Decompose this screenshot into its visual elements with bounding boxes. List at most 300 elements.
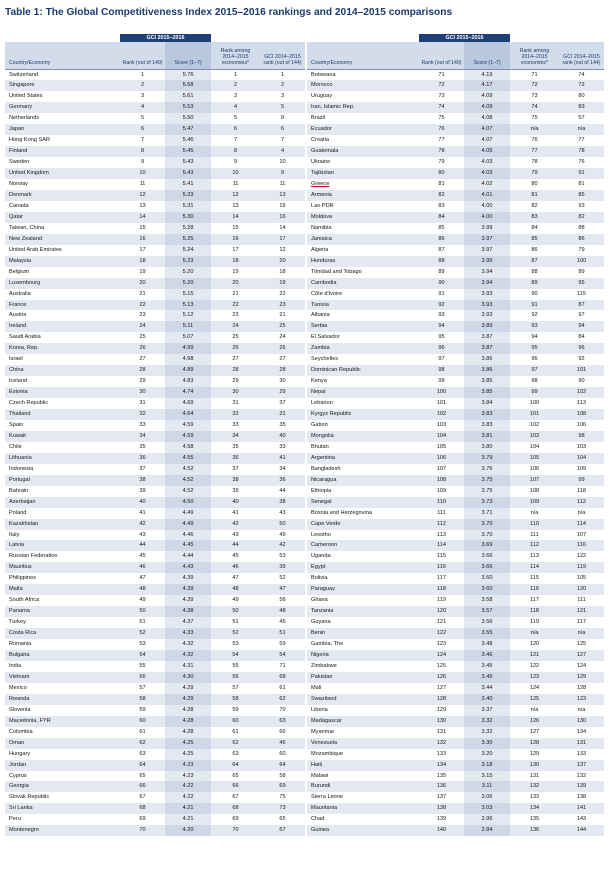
rank-among-cell: 122	[529, 662, 540, 669]
table-row	[307, 289, 604, 300]
rank-cell: 23	[139, 312, 146, 319]
rank-among-cell: 127	[529, 728, 540, 735]
rank-cell: 125	[436, 662, 447, 669]
score-cell: 4.55	[165, 453, 211, 464]
prev-rank-cell: 138	[576, 794, 587, 801]
rank-among-cell: 77	[510, 146, 559, 157]
prev-rank-cell: 84	[578, 334, 585, 341]
prev-rank-cell: 133	[576, 750, 587, 757]
rank-cell: 118	[419, 584, 464, 595]
score-cell: 3.58	[464, 595, 510, 606]
score-cell: 4.00	[464, 212, 510, 223]
prev-rank-cell: 67	[260, 825, 305, 836]
country-cell: Zambia	[307, 343, 419, 354]
rank-among-cell: 13	[232, 202, 239, 209]
score-cell: 3.73	[464, 497, 510, 508]
score-cell: 4.28	[165, 716, 211, 727]
rank-among-cell: 121	[510, 650, 559, 661]
table-row	[5, 354, 305, 365]
rank-cell: 82	[419, 190, 464, 201]
rank-cell: 114	[419, 540, 464, 551]
table-row	[307, 573, 604, 584]
rank-cell: 39	[139, 487, 146, 494]
prev-rank-cell: 51	[260, 628, 305, 639]
prev-rank-cell: 80	[578, 93, 585, 100]
prev-rank-cell: 75	[279, 794, 286, 801]
country-cell: Moldova	[307, 212, 419, 223]
blank-header-cell	[510, 34, 559, 42]
rank-cell: 55	[139, 662, 146, 669]
score-cell: 4.30	[165, 672, 211, 683]
rank-cell: 46	[120, 562, 165, 573]
prev-rank-cell: 82	[559, 212, 604, 223]
table-row	[307, 760, 604, 771]
score-cell: 4.21	[165, 814, 211, 825]
country-cell: Bangladesh	[310, 465, 341, 472]
rank-cell: 4	[120, 102, 165, 113]
country-cell: Kazakhstan	[5, 519, 120, 530]
rank-cell: 68	[120, 803, 165, 814]
prev-rank-cell: 86	[559, 234, 604, 245]
rank-cell: 42	[120, 519, 165, 530]
table-row	[5, 738, 305, 749]
prev-rank-cell: 108	[559, 409, 604, 420]
prev-rank-cell: 129	[559, 672, 604, 683]
table-row	[307, 453, 604, 464]
rank-cell: 16	[120, 234, 165, 245]
rank-cell: 12	[120, 190, 165, 201]
table-row	[307, 519, 604, 530]
prev-rank-cell: 98	[559, 431, 604, 442]
country-cell: Estonia	[5, 387, 120, 398]
table-row	[307, 157, 604, 168]
rank-among-cell: 106	[529, 465, 540, 472]
country-cell: Switzerland	[9, 71, 38, 78]
score-cell: 4.09	[464, 102, 510, 113]
rank-cell: 15	[139, 224, 146, 231]
prev-rank-cell: 34	[279, 465, 286, 472]
prev-rank-cell: 53	[279, 553, 286, 560]
prev-rank-cell: 42	[260, 540, 305, 551]
rank-cell: 59	[139, 706, 146, 713]
score-cell: 4.19	[464, 69, 510, 80]
rank-among-cell: 56	[211, 672, 260, 683]
table-row	[5, 475, 305, 486]
country-cell: Iceland	[9, 378, 28, 385]
table-row	[5, 157, 305, 168]
score-cell: 5.61	[165, 91, 211, 102]
table-row	[5, 551, 305, 562]
rank-among-cell: 81	[510, 190, 559, 201]
table-row	[307, 146, 604, 157]
table-row	[5, 267, 305, 278]
rank-cell: 62	[120, 738, 165, 749]
country-cell: Uganda	[310, 553, 331, 560]
rank-cell: 84	[419, 212, 464, 223]
rank-cell: 27	[139, 356, 146, 363]
prev-rank-cell: n/a	[559, 628, 604, 639]
score-cell: 3.75	[464, 486, 510, 497]
rank-among-cell: 107	[510, 475, 559, 486]
prev-rank-cell: 24	[279, 334, 286, 341]
rank-cell: 76	[419, 124, 464, 135]
score-cell: 4.69	[165, 398, 211, 409]
score-cell: 5.45	[165, 146, 211, 157]
table-row	[5, 530, 305, 541]
rank-cell: 30	[120, 387, 165, 398]
score-cell: 4.59	[165, 420, 211, 431]
table-row	[5, 540, 305, 551]
score-cell: 3.48	[464, 639, 510, 650]
country-cell: Dominican Republic	[307, 365, 419, 376]
prev-rank-cell: 25	[260, 321, 305, 332]
rank-among-cell: 116	[510, 584, 559, 595]
rank-cell: 80	[419, 168, 464, 179]
prev-rank-cell: 49	[279, 531, 286, 538]
country-cell: Malawi	[310, 772, 329, 779]
prev-rank-cell: 94	[559, 321, 604, 332]
rank-cell: 65	[139, 772, 146, 779]
rank-cell: 88	[419, 256, 464, 267]
rank-among-column-header: Rank among 2014–2015 economies*	[510, 42, 559, 69]
prev-rank-cell: n/a	[577, 706, 586, 713]
score-cell: 4.59	[165, 431, 211, 442]
rank-among-cell: n/a	[510, 628, 559, 639]
rank-cell: 120	[419, 606, 464, 617]
prev-rank-cell: 90	[578, 378, 585, 385]
score-cell: 5.11	[165, 321, 211, 332]
rank-cell: 134	[419, 760, 464, 771]
table-row	[5, 179, 305, 190]
score-cell: 3.94	[464, 278, 510, 289]
rank-among-cell: 132	[510, 781, 559, 792]
rank-cell: 5	[140, 115, 145, 122]
table-row	[5, 595, 305, 606]
rank-among-cell: 112	[510, 540, 559, 551]
country-cell: Cameroon	[307, 540, 419, 551]
score-cell: 4.37	[165, 617, 211, 628]
rank-cell: 77	[438, 137, 445, 144]
prev-rank-cell: 77	[578, 137, 585, 144]
country-cell: Kenya	[310, 378, 327, 385]
prev-rank-cell: 36	[260, 475, 305, 486]
table-row	[307, 124, 604, 135]
country-cell: Philippines	[9, 575, 37, 582]
rank-cell: 105	[436, 443, 447, 450]
score-cell: 4.64	[165, 409, 211, 420]
rank-cell: 135	[436, 772, 447, 779]
rank-among-cell: 1	[233, 71, 238, 78]
table-row	[307, 781, 604, 792]
rank-cell: 132	[419, 738, 464, 749]
rank-among-cell: 4	[211, 102, 260, 113]
rank-cell: 93	[438, 312, 445, 319]
table-row	[307, 91, 604, 102]
prev-rank-cell: 112	[559, 497, 604, 508]
table-row	[307, 825, 604, 836]
score-cell: 4.74	[165, 387, 211, 398]
table-row	[307, 212, 604, 223]
score-cell: 4.25	[165, 738, 211, 749]
rank-cell: 122	[419, 628, 464, 639]
rank-cell: 13	[139, 202, 146, 209]
rank-cell: 11	[139, 181, 146, 188]
country-cell: Cambodia	[307, 278, 419, 289]
country-cell: Taiwan, China	[9, 224, 45, 231]
rank-cell: 67	[139, 794, 146, 801]
score-cell: 4.08	[464, 113, 510, 124]
table-row	[307, 595, 604, 606]
score-cell: 4.98	[165, 354, 211, 365]
table-row	[5, 91, 305, 102]
rank-cell: 108	[419, 475, 464, 486]
table-row	[5, 760, 305, 771]
score-cell: 4.23	[165, 760, 211, 771]
rank-cell: 20	[120, 278, 165, 289]
country-cell: Malta	[5, 584, 120, 595]
rank-cell: 123	[436, 641, 447, 648]
prev-rank-cell: 68	[260, 672, 305, 683]
prev-rank-cell: 30	[279, 378, 286, 385]
rank-among-cell: 114	[510, 562, 559, 573]
country-cell: Myanmar	[310, 728, 335, 735]
table-body-right	[307, 69, 604, 836]
table-row	[307, 694, 604, 705]
table-row	[5, 749, 305, 760]
table-row	[5, 278, 305, 289]
prev-rank-cell: 8	[280, 115, 285, 122]
country-cell: Lesotho	[310, 531, 331, 538]
rank-cell: 119	[437, 597, 446, 604]
rank-cell: 29	[139, 378, 146, 385]
prev-rank-cell: 113	[577, 400, 586, 407]
table-row	[307, 792, 604, 803]
rank-among-cell: 39	[232, 487, 239, 494]
table-row	[5, 212, 305, 223]
score-cell: 5.43	[165, 168, 211, 179]
country-cell: Slovak Republic	[9, 794, 50, 801]
rank-among-cell: 88	[531, 268, 538, 275]
prev-rank-cell: 43	[279, 509, 286, 516]
score-cell: 5.31	[165, 201, 211, 212]
score-cell: 5.13	[165, 300, 211, 311]
country-cell: Turkey	[9, 619, 26, 626]
table-row	[5, 639, 305, 650]
table-row	[5, 672, 305, 683]
score-cell: 3.85	[464, 376, 510, 387]
country-cell: Bosnia and Herzegovina	[310, 509, 372, 516]
prev-rank-cell: 5	[260, 102, 305, 113]
table-row	[307, 672, 604, 683]
prev-rank-cell: 17	[260, 234, 305, 245]
prev-rank-cell: 87	[559, 300, 604, 311]
country-cell: Montenegro	[5, 825, 120, 836]
gci-2015-2016-header: GCI 2015–2016	[419, 34, 510, 42]
rank-among-cell: 75	[531, 115, 538, 122]
country-cell: Belgium	[9, 268, 30, 275]
table-row	[5, 223, 305, 234]
country-cell: Mauritius	[5, 562, 120, 573]
prev-rank-cell: 13	[260, 190, 305, 201]
table-row	[5, 190, 305, 201]
prev-rank-cell: 11	[279, 181, 286, 188]
score-cell: 3.45	[464, 661, 510, 672]
country-cell: Guyana	[310, 619, 331, 626]
prev-rank-cell: 15	[279, 202, 286, 209]
rank-cell: 127	[436, 684, 447, 691]
country-cell: Jamaica	[307, 234, 419, 245]
rank-among-cell: 15	[232, 224, 239, 231]
country-cell: Ethiopia	[310, 487, 332, 494]
score-cell: 3.76	[464, 464, 510, 475]
prev-rank-cell: 83	[559, 102, 604, 113]
score-cell: 5.43	[165, 157, 211, 168]
rank-cell: 81	[438, 181, 445, 188]
country-cell: Slovenia	[9, 706, 31, 713]
rank-cell: 109	[436, 487, 447, 494]
rank-among-cell: 35	[232, 443, 239, 450]
score-cell: 4.99	[165, 343, 211, 354]
prev-rank-cell: 20	[260, 256, 305, 267]
rank-among-column-header: Rank among 2014–2015 economies*	[211, 42, 260, 69]
country-cell: Georgia	[5, 781, 120, 792]
score-cell: 3.66	[464, 551, 510, 562]
rank-cell: 26	[120, 343, 165, 354]
prev-rank-cell: 18	[279, 268, 286, 275]
score-cell: 3.93	[464, 310, 510, 321]
country-cell: Croatia	[310, 137, 330, 144]
table-row	[5, 606, 305, 617]
table-row	[5, 442, 305, 453]
prev-rank-cell: 4	[260, 146, 305, 157]
rank-cell: 139	[436, 816, 447, 823]
country-cell: Korea, Rep.	[5, 343, 120, 354]
prev-rank-cell: 7	[280, 137, 285, 144]
prev-rank-cell: 3	[280, 93, 285, 100]
country-cell: Liberia	[310, 706, 328, 713]
country-cell: Spain	[9, 422, 24, 428]
table-row	[5, 825, 305, 836]
rank-among-cell: 108	[529, 487, 540, 494]
table-row	[307, 606, 604, 617]
score-cell: 3.30	[464, 738, 510, 749]
table-row	[5, 562, 305, 573]
score-cell: 3.84	[464, 398, 510, 409]
rank-cell: 32	[120, 409, 165, 420]
rank-among-cell: 99	[510, 387, 559, 398]
score-cell: 3.32	[464, 716, 510, 727]
rank-among-cell: 37	[232, 465, 239, 472]
rank-among-cell: 105	[510, 453, 559, 464]
table-row	[307, 102, 604, 113]
score-cell: 3.81	[464, 431, 510, 442]
blank-header-cell	[5, 34, 120, 42]
table-row	[307, 617, 604, 628]
country-cell: United Arab Emirates	[9, 246, 62, 253]
rank-cell: 18	[120, 256, 165, 267]
prev-rank-cell: 10	[279, 159, 286, 166]
rank-cell: 64	[120, 760, 165, 771]
rank-among-cell: 51	[232, 619, 239, 626]
country-cell: Algeria	[310, 246, 329, 253]
country-cell: Panama	[5, 606, 120, 617]
table-row	[5, 803, 305, 814]
rank-among-cell: 24	[211, 321, 260, 332]
table-row	[5, 245, 305, 256]
score-cell: 3.03	[464, 803, 510, 814]
rank-cell: 19	[139, 268, 146, 275]
prev-rank-cell: 14	[279, 224, 286, 231]
country-cell: Tajikistan	[307, 168, 419, 179]
rank-among-cell: 72	[510, 80, 559, 91]
score-cell: 4.89	[165, 365, 211, 376]
table-row	[5, 234, 305, 245]
rank-among-cell: 134	[510, 803, 559, 814]
rank-among-cell: 124	[529, 684, 540, 691]
country-cell: Qatar	[5, 212, 120, 223]
score-cell: 5.20	[165, 267, 211, 278]
prev-rank-cell: 66	[279, 728, 286, 735]
rank-among-cell: 9	[233, 159, 238, 166]
score-cell: 5.25	[165, 234, 211, 245]
score-cell: 3.37	[464, 705, 510, 716]
rank-cell: 113	[437, 531, 446, 538]
prev-rank-cell: 91	[559, 168, 604, 179]
prev-rank-cell: 102	[559, 387, 604, 398]
rank-among-cell: 7	[233, 137, 238, 144]
score-cell: 4.03	[464, 157, 510, 168]
rank-cell: 72	[419, 80, 464, 91]
rank-among-cell: 32	[211, 409, 260, 420]
prev-rank-cell: 27	[279, 356, 286, 363]
score-cell: 4.52	[165, 464, 211, 475]
country-cell: Oman	[5, 738, 120, 749]
rank-among-cell: 103	[510, 431, 559, 442]
prev-rank-cell: 122	[576, 553, 587, 560]
rank-cell: 14	[120, 212, 165, 223]
rank-among-cell: 102	[529, 422, 540, 428]
rank-cell: 91	[438, 290, 445, 297]
score-cell: 4.31	[165, 661, 211, 672]
score-cell: 2.84	[464, 825, 510, 836]
prev-rank-cell: 12	[279, 246, 286, 253]
rank-cell: 101	[436, 400, 447, 407]
country-cell: Bulgaria	[5, 650, 120, 661]
country-cell: Paraguay	[307, 584, 419, 595]
country-cell: Mauritania	[307, 803, 419, 814]
score-cell: 3.70	[464, 519, 510, 530]
table-row	[307, 69, 604, 80]
rankings-table-right	[307, 34, 604, 836]
prev-rank-cell: 78	[559, 146, 604, 157]
table-row	[5, 792, 305, 803]
prev-rank-cell: 52	[279, 575, 286, 582]
score-cell: 3.40	[464, 694, 510, 705]
prev-rank-cell: 114	[559, 519, 604, 530]
prev-rank-cell: 65	[279, 816, 286, 823]
rank-among-cell: 19	[232, 268, 239, 275]
rank-cell: 136	[419, 781, 464, 792]
prev-rank-cell: 23	[260, 300, 305, 311]
rank-cell: 60	[120, 716, 165, 727]
rank-among-cell: 36	[211, 453, 260, 464]
rank-among-cell: 133	[529, 794, 540, 801]
prev-rank-cell: 119	[559, 562, 604, 573]
country-cell: Finland	[5, 146, 120, 157]
table-row	[307, 179, 604, 190]
rank-among-cell: 60	[211, 716, 260, 727]
rank-cell: 96	[419, 343, 464, 354]
